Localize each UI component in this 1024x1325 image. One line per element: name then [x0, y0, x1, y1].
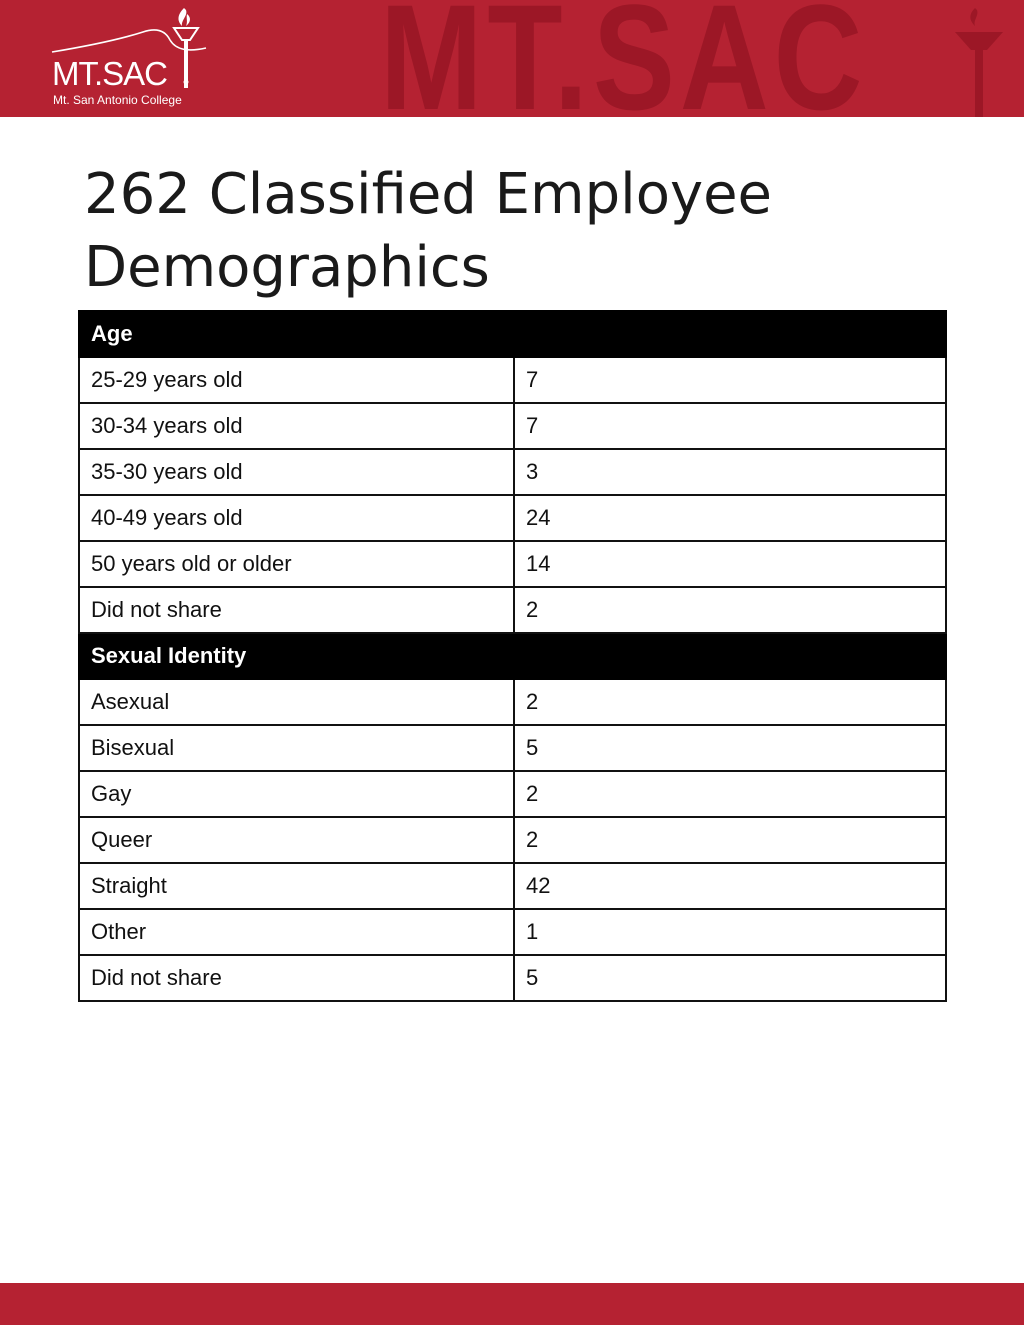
row-value: 2: [514, 817, 946, 863]
row-value: 5: [514, 725, 946, 771]
row-value: 7: [514, 357, 946, 403]
table-row: [79, 817, 946, 863]
section-header-row: [79, 311, 946, 357]
watermark-torch-icon: [945, 2, 1015, 117]
row-label: Bisexual: [79, 725, 514, 771]
table-row: [79, 403, 946, 449]
row-label: Other: [79, 909, 514, 955]
footer-band: [0, 1283, 1024, 1325]
section-heading: Age: [79, 311, 946, 357]
row-label: Did not share: [79, 587, 514, 633]
row-value: 42: [514, 863, 946, 909]
row-label: 35-30 years old: [79, 449, 514, 495]
header-watermark: MT.SAC: [380, 0, 868, 117]
logo-wordmark: MT.SAC: [52, 55, 168, 92]
row-value: 5: [514, 955, 946, 1001]
row-label: 25-29 years old: [79, 357, 514, 403]
table-row: [79, 725, 946, 771]
row-value: 2: [514, 587, 946, 633]
college-logo[interactable]: [48, 6, 218, 110]
row-label: Queer: [79, 817, 514, 863]
row-label: 40-49 years old: [79, 495, 514, 541]
row-label: 30-34 years old: [79, 403, 514, 449]
row-value: 2: [514, 771, 946, 817]
row-value: 14: [514, 541, 946, 587]
row-label: Gay: [79, 771, 514, 817]
table-row: [79, 955, 946, 1001]
row-value: 2: [514, 679, 946, 725]
table-row: [79, 587, 946, 633]
table-row: [79, 495, 946, 541]
row-value: 3: [514, 449, 946, 495]
table-row: [79, 679, 946, 725]
table-row: [79, 909, 946, 955]
row-value: 24: [514, 495, 946, 541]
table-row: [79, 771, 946, 817]
section-header-row: [79, 633, 946, 679]
table-row: [79, 449, 946, 495]
table-row: [79, 541, 946, 587]
row-label: 50 years old or older: [79, 541, 514, 587]
row-label: Asexual: [79, 679, 514, 725]
table-row: [79, 357, 946, 403]
header-band: [0, 0, 1024, 117]
row-value: 7: [514, 403, 946, 449]
section-heading: Sexual Identity: [79, 633, 946, 679]
row-label: Did not share: [79, 955, 514, 1001]
logo-subtitle: Mt. San Antonio College: [53, 93, 182, 107]
row-label: Straight: [79, 863, 514, 909]
table-row: [79, 863, 946, 909]
page-title: 262 Classified Employee Demographics: [84, 162, 772, 300]
row-value: 1: [514, 909, 946, 955]
demographics-table: [78, 310, 947, 1002]
